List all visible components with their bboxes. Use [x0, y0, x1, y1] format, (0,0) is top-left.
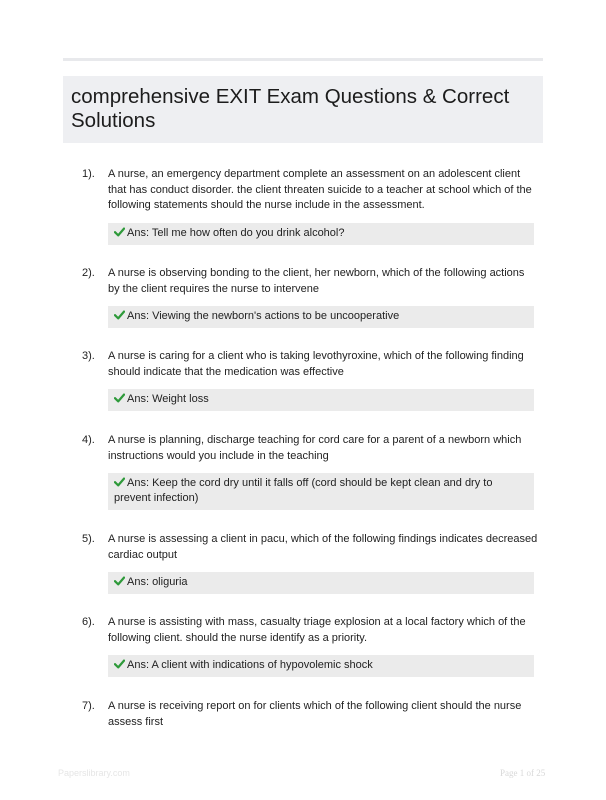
title-box [63, 76, 543, 143]
answer-text: Ans: Weight loss [127, 393, 209, 405]
question-number: 4). [82, 434, 95, 446]
question-number: 3). [82, 350, 95, 362]
check-icon [114, 310, 125, 320]
answer-text: Ans: Tell me how often do you drink alcohol? [127, 227, 345, 239]
question-text: A nurse is planning, discharge teaching for cord care for a parent of a newborn which instructions would you include in the teaching [108, 434, 522, 462]
answer-text: Ans: A client with indications of hypovolemic shock [127, 659, 373, 671]
answer-box [108, 473, 534, 510]
question-number: 6). [82, 616, 95, 628]
question-text: A nurse is caring for a client who is taking levothyroxine, which of the following finding should indicate that the medication was effective [108, 350, 524, 378]
question-text: A nurse is assessing a client in pacu, which of the following findings indicates decreased cardiac output [108, 533, 538, 561]
answer-box [108, 389, 534, 411]
answer-text: Ans: Viewing the newborn's actions to be uncooperative [127, 310, 400, 322]
answer-box [108, 655, 534, 677]
question-number: 2). [82, 267, 95, 279]
question-number: 1). [82, 168, 95, 180]
footer-watermark: Paperslibrary.com [58, 768, 130, 778]
question-number: 7). [82, 700, 95, 712]
document-title: comprehensive EXIT Exam Questions & Correct Solutions [71, 85, 510, 132]
check-icon [114, 477, 125, 487]
answer-text: Ans: Keep the cord dry until it falls off (cord should be kept clean and dry to prevent infection) [114, 477, 493, 504]
answer-text: Ans: oliguria [127, 576, 188, 588]
answer-box [108, 223, 534, 245]
question-text: A nurse is observing bonding to the client, her newborn, which of the following actions by the client requires the nurse to intervene [108, 267, 525, 295]
question-text: A nurse, an emergency department complete an assessment on an adolescent client that has conduct disorder. the client threaten suicide to a teacher at school which of the following statements should the nurse include in the assessment. [108, 168, 532, 211]
question-text: A nurse is receiving report on for clients which of the following client should the nurse assess first [108, 700, 522, 728]
question-text: A nurse is assisting with mass, casualty triage explosion at a local factory which of the following client. should the nurse identify as a priority. [108, 616, 526, 644]
check-icon [114, 393, 125, 403]
question-number: 5). [82, 533, 95, 545]
answer-box [108, 306, 534, 328]
page-number: Page 1 of 25 [500, 768, 546, 778]
check-icon [114, 659, 125, 669]
check-icon [114, 576, 125, 586]
top-divider [63, 58, 543, 61]
answer-box [108, 572, 534, 594]
check-icon [114, 227, 125, 237]
